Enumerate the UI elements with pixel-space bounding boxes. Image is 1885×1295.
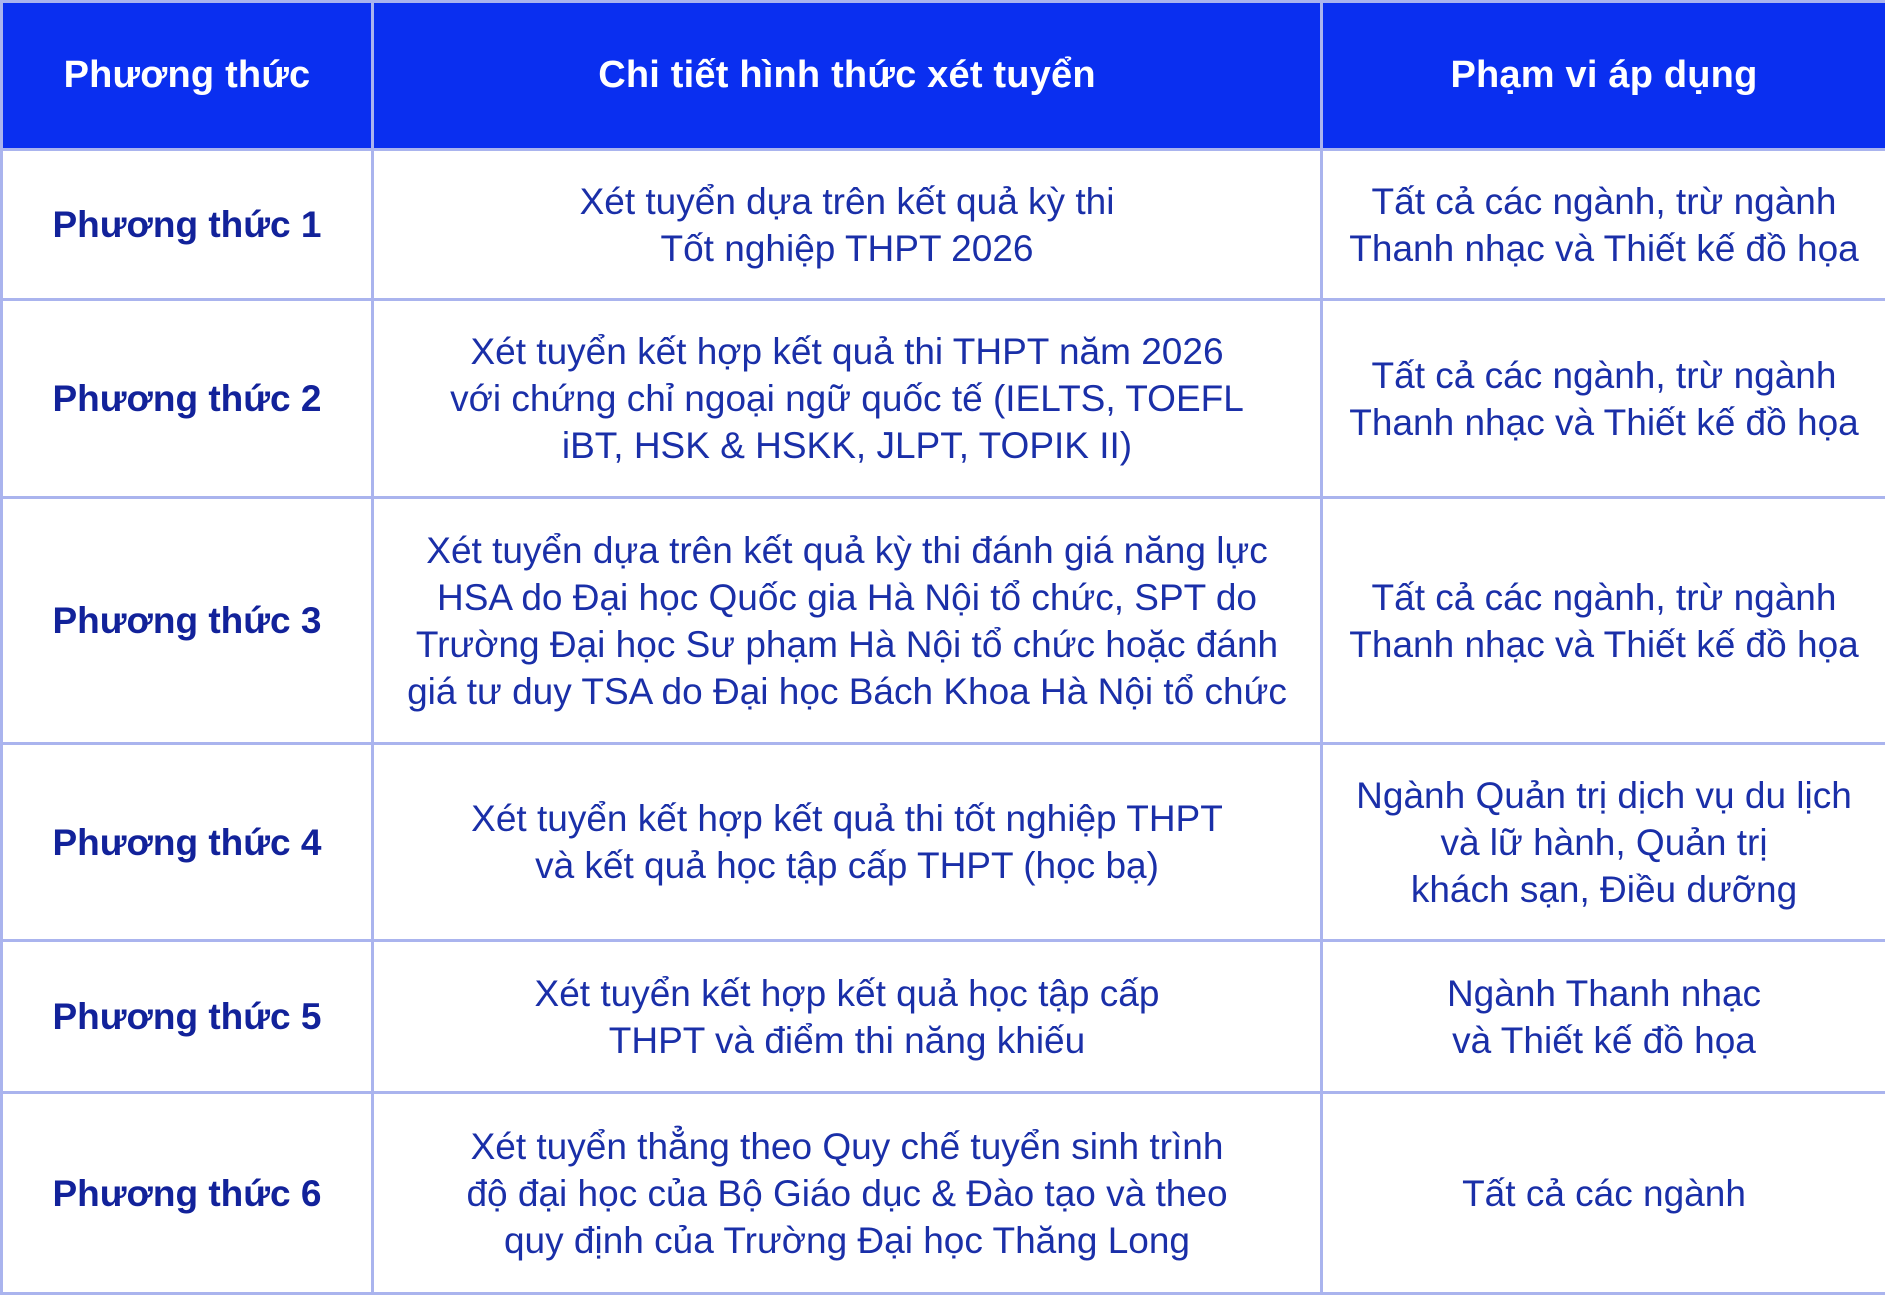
method-cell: Phương thức 5 (2, 941, 373, 1093)
table-row (2, 1093, 1885, 1294)
scope-cell (1322, 1093, 1885, 1294)
details-cell (373, 300, 1322, 498)
details-line: và kết quả học tập cấp THPT (học bạ) (388, 842, 1306, 889)
method-cell: Phương thức 4 (2, 744, 373, 941)
scope-cell (1322, 744, 1885, 941)
details-line: Xét tuyển thẳng theo Quy chế tuyển sinh trình (388, 1123, 1306, 1170)
scope-line: Tất cả các ngành (1337, 1170, 1871, 1217)
method-cell: Phương thức 3 (2, 498, 373, 744)
details-line: Trường Đại học Sư phạm Hà Nội tổ chức hoặc đánh (388, 621, 1306, 668)
details-cell (373, 744, 1322, 941)
table-row (2, 498, 1885, 744)
details-cell (373, 941, 1322, 1093)
header-details: Chi tiết hình thức xét tuyển (373, 2, 1322, 150)
details-line: Xét tuyển kết hợp kết quả thi tốt nghiệp THPT (388, 795, 1306, 842)
details-line: giá tư duy TSA do Đại học Bách Khoa Hà Nội tổ chức (388, 668, 1306, 715)
header-method: Phương thức (2, 2, 373, 150)
method-cell: Phương thức 6 (2, 1093, 373, 1294)
scope-line: Tất cả các ngành, trừ ngành (1337, 178, 1871, 225)
table-row (2, 744, 1885, 941)
table-row (2, 150, 1885, 300)
method-cell: Phương thức 2 (2, 300, 373, 498)
scope-cell (1322, 300, 1885, 498)
scope-line: Tất cả các ngành, trừ ngành (1337, 574, 1871, 621)
scope-line: Thanh nhạc và Thiết kế đồ họa (1337, 225, 1871, 272)
scope-line: Thanh nhạc và Thiết kế đồ họa (1337, 621, 1871, 668)
scope-line: và Thiết kế đồ họa (1337, 1017, 1871, 1064)
details-line: Xét tuyển kết hợp kết quả học tập cấp (388, 970, 1306, 1017)
details-line: Tốt nghiệp THPT 2026 (388, 225, 1306, 272)
scope-cell (1322, 498, 1885, 744)
scope-line: khách sạn, Điều dưỡng (1337, 866, 1871, 913)
details-line: với chứng chỉ ngoại ngữ quốc tế (IELTS, TOEFL (388, 375, 1306, 422)
scope-cell (1322, 941, 1885, 1093)
scope-line: Ngành Thanh nhạc (1337, 970, 1871, 1017)
scope-cell (1322, 150, 1885, 300)
details-cell (373, 150, 1322, 300)
table-body (2, 150, 1885, 1294)
header-scope: Phạm vi áp dụng (1322, 2, 1885, 150)
scope-line: và lữ hành, Quản trị (1337, 819, 1871, 866)
details-line: iBT, HSK & HSKK, JLPT, TOPIK II) (388, 422, 1306, 469)
details-line: độ đại học của Bộ Giáo dục & Đào tạo và theo (388, 1170, 1306, 1217)
details-cell (373, 1093, 1322, 1294)
table-row (2, 941, 1885, 1093)
details-cell (373, 498, 1322, 744)
details-line: THPT và điểm thi năng khiếu (388, 1017, 1306, 1064)
scope-line: Tất cả các ngành, trừ ngành (1337, 352, 1871, 399)
scope-line: Thanh nhạc và Thiết kế đồ họa (1337, 399, 1871, 446)
details-line: HSA do Đại học Quốc gia Hà Nội tổ chức, SPT do (388, 574, 1306, 621)
table-row (2, 300, 1885, 498)
details-line: Xét tuyển kết hợp kết quả thi THPT năm 2026 (388, 328, 1306, 375)
table-header (2, 2, 1885, 150)
details-line: Xét tuyển dựa trên kết quả kỳ thi (388, 178, 1306, 225)
method-cell: Phương thức 1 (2, 150, 373, 300)
scope-line: Ngành Quản trị dịch vụ du lịch (1337, 772, 1871, 819)
details-line: Xét tuyển dựa trên kết quả kỳ thi đánh giá năng lực (388, 527, 1306, 574)
details-line: quy định của Trường Đại học Thăng Long (388, 1217, 1306, 1264)
header-row (2, 2, 1885, 150)
